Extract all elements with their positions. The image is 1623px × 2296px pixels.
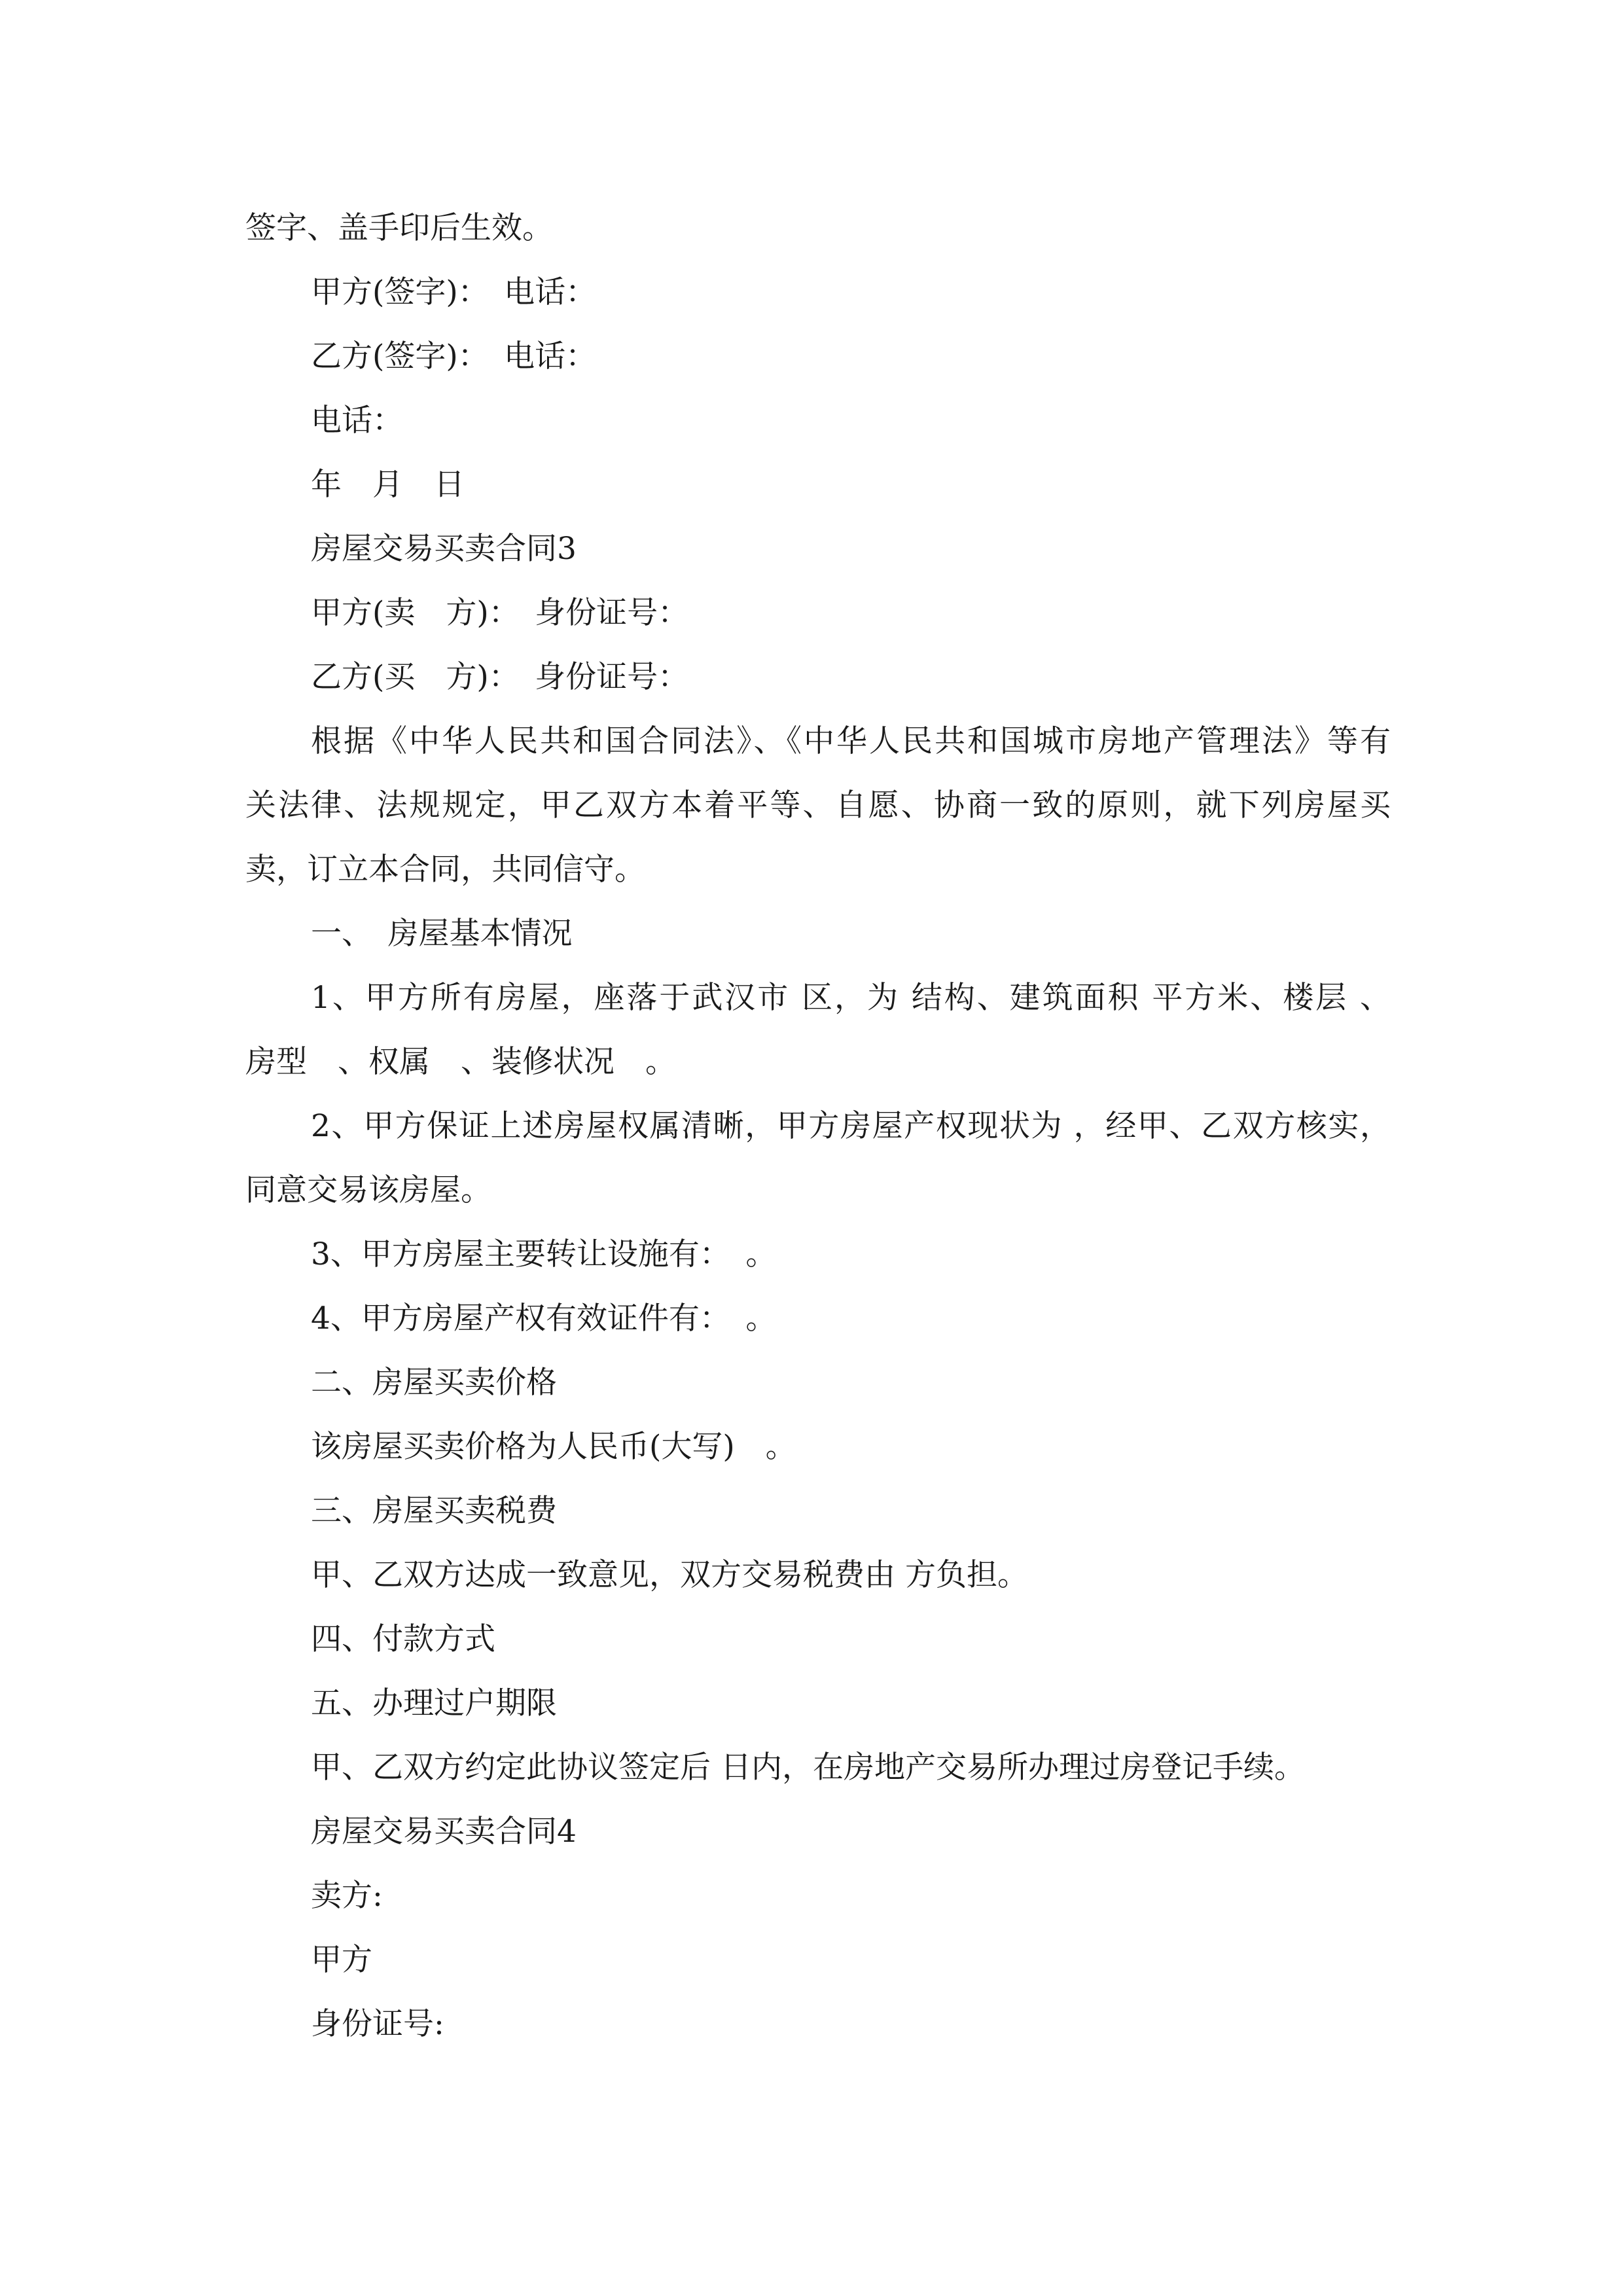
text-line: 该房屋买卖价格为人民币(大写) 。 xyxy=(311,1429,796,1465)
text-line: 五、办理过户期限 xyxy=(311,1685,557,1721)
text-line: 电话： xyxy=(311,403,403,439)
text-line: 房屋交易买卖合同4 xyxy=(311,1814,577,1850)
text-line: 甲方(卖 方)： 身份证号： xyxy=(311,595,689,631)
text-line: 根据《中华人民共和国合同法》、《中华人民共和国城市房地产管理法》等有 xyxy=(311,723,1391,759)
text-line: 二、房屋买卖价格 xyxy=(311,1365,557,1401)
text-line: 3、甲方房屋主要转让设施有： 。 xyxy=(311,1236,777,1272)
text-line: 房型 、权属 、装修状况 。 xyxy=(245,1044,676,1080)
text-line: 同意交易该房屋。 xyxy=(245,1172,491,1208)
text-line: 4、甲方房屋产权有效证件有： 。 xyxy=(311,1300,777,1336)
text-line: 2、甲方保证上述房屋权属清晰，甲方房屋产权现状为 ，经甲、乙双方核实， xyxy=(311,1108,1391,1144)
text-line: 乙方(签字)： 电话： xyxy=(311,338,597,374)
document-body xyxy=(245,196,1391,2056)
text-line: 四、付款方式 xyxy=(311,1621,495,1657)
text-line: 三、房屋买卖税费 xyxy=(311,1493,557,1529)
text-line: 乙方(买 方)： 身份证号： xyxy=(311,659,689,695)
text-line: 甲、乙双方达成一致意见，双方交易税费由 方负担。 xyxy=(311,1557,1028,1593)
text-line: 身份证号: xyxy=(311,2006,444,2042)
text-line: 关法律、法规规定，甲乙双方本着平等、自愿、协商一致的原则，就下列房屋买 xyxy=(245,787,1391,823)
text-line: 甲方 xyxy=(311,1942,372,1978)
text-line: 签字、盖手印后生效。 xyxy=(245,210,553,246)
text-line: 年 月 日 xyxy=(311,467,465,503)
text-line: 一、 房屋基本情况 xyxy=(311,916,573,952)
text-line: 卖方: xyxy=(311,1878,383,1914)
text-line: 卖，订立本合同，共同信守。 xyxy=(245,852,645,888)
text-line: 1、甲方所有房屋，座落于武汉市 区，为 结构、建筑面积 平方米、楼层 、 xyxy=(311,980,1391,1016)
text-line: 房屋交易买卖合同3 xyxy=(311,531,577,567)
text-line: 甲方(签字)： 电话： xyxy=(311,274,597,310)
text-line: 甲、乙双方约定此协议签定后 日内，在房地产交易所办理过房登记手续。 xyxy=(311,1749,1305,1785)
